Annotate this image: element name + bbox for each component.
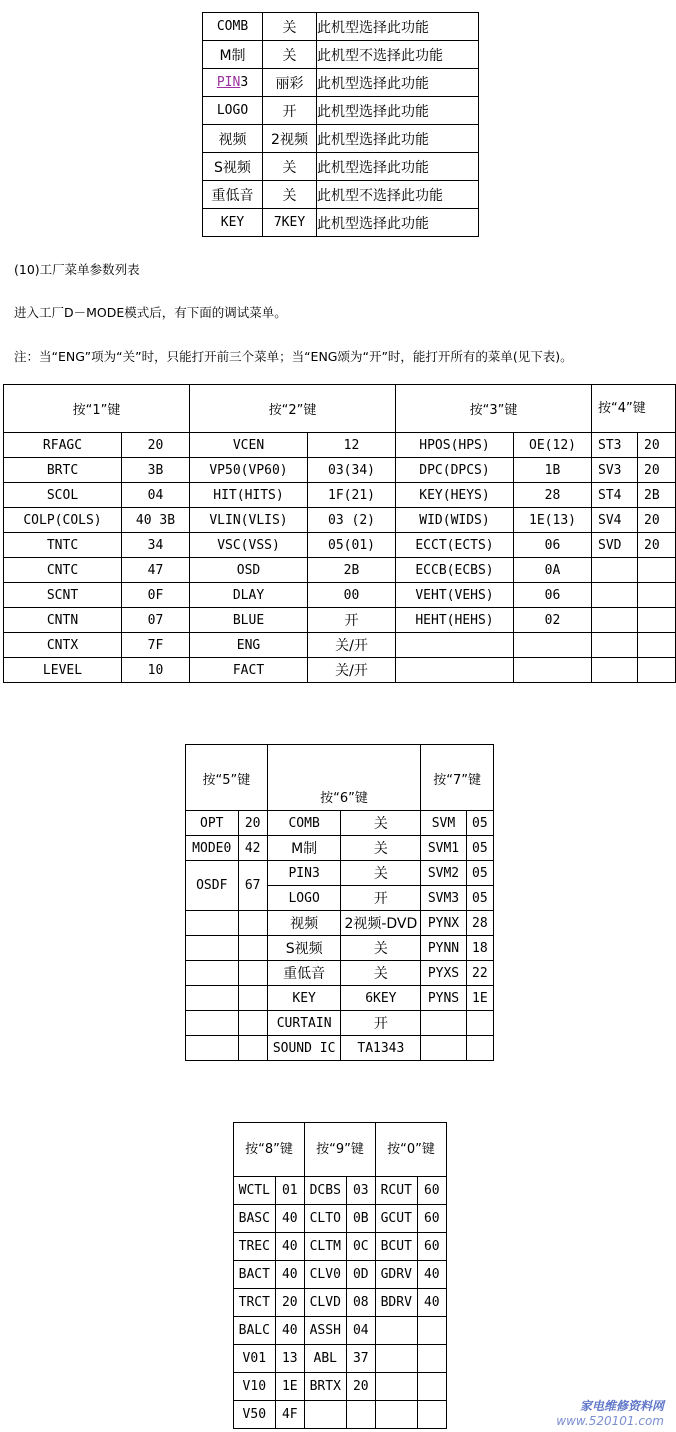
setting-value: 关 (263, 181, 317, 209)
param-value (638, 583, 676, 608)
table-row (4, 608, 676, 633)
param-name: CNTN (4, 608, 122, 633)
watermark-url: www.520101.com (556, 1413, 664, 1428)
param-value: 37 (346, 1345, 375, 1373)
setting-value: 2视频 (263, 125, 317, 153)
table-row (203, 41, 479, 69)
param-value (417, 1345, 446, 1373)
param-value (638, 608, 676, 633)
param-name: RFAGC (4, 433, 122, 458)
param-name: V10 (234, 1373, 276, 1401)
param-name: DCBS (304, 1177, 346, 1205)
param-name: CLV0 (304, 1261, 346, 1289)
key-header: 按“8”键 (234, 1123, 305, 1177)
header-row (4, 385, 676, 433)
setting-description: 此机型选择此功能 (317, 209, 479, 237)
param-value (638, 633, 676, 658)
param-name: KEY(HEYS) (396, 483, 514, 508)
param-name (186, 961, 239, 986)
param-name: WCTL (234, 1177, 276, 1205)
param-name: OSDF (186, 861, 239, 911)
param-value: 60 (417, 1177, 446, 1205)
param-name: COMB (267, 811, 341, 836)
param-value: 28 (466, 911, 493, 936)
param-value (238, 1011, 267, 1036)
param-value: 08 (346, 1289, 375, 1317)
param-value (238, 1036, 267, 1061)
header-row (234, 1123, 447, 1177)
param-name: RCUT (375, 1177, 417, 1205)
setting-name-suffix: 3 (240, 75, 249, 90)
watermark-title: 家电维修资料网 (579, 1399, 664, 1414)
param-value: 0C (346, 1233, 375, 1261)
param-value: 06 (514, 533, 592, 558)
param-name: LOGO (267, 886, 341, 911)
param-name: CNTX (4, 633, 122, 658)
param-name: PYNS (421, 986, 466, 1011)
param-name: BRTX (304, 1373, 346, 1401)
param-name: TNTC (4, 533, 122, 558)
key-header: 按“6”键 (267, 745, 420, 811)
param-name (421, 1036, 466, 1061)
param-name: KEY (267, 986, 341, 1011)
table-row (203, 153, 479, 181)
table-row (4, 458, 676, 483)
param-name (186, 936, 239, 961)
param-name: SV3 (592, 458, 638, 483)
param-value: 20 (638, 533, 676, 558)
setting-name (203, 69, 263, 97)
param-name: VEHT(VEHS) (396, 583, 514, 608)
table-row (203, 97, 479, 125)
setting-name: 视频 (203, 125, 263, 153)
setting-description: 此机型选择此功能 (317, 69, 479, 97)
param-value (238, 936, 267, 961)
setting-value: 丽彩 (263, 69, 317, 97)
param-value: 60 (417, 1205, 446, 1233)
param-name (396, 658, 514, 683)
param-value: 关/开 (308, 658, 396, 683)
param-value: 开 (341, 1011, 421, 1036)
param-name: CNTC (4, 558, 122, 583)
param-name: ENG (190, 633, 308, 658)
param-name: VP50(VP60) (190, 458, 308, 483)
param-value: 03 (2) (308, 508, 396, 533)
param-value: 1B (514, 458, 592, 483)
table-row (234, 1233, 447, 1261)
param-name: WID(WIDS) (396, 508, 514, 533)
param-name (375, 1317, 417, 1345)
setting-name: 重低音 (203, 181, 263, 209)
table-row (4, 533, 676, 558)
param-value (514, 633, 592, 658)
factory-menu-table-1-4 (3, 384, 676, 683)
param-name (186, 986, 239, 1011)
param-value (238, 961, 267, 986)
table-row (4, 658, 676, 683)
key-header: 按“9”键 (304, 1123, 375, 1177)
key-header: 按“2”键 (190, 385, 396, 433)
table-row (234, 1401, 447, 1429)
param-value: 05 (466, 836, 493, 861)
param-name (186, 911, 239, 936)
param-value: 2B (308, 558, 396, 583)
table-row (4, 633, 676, 658)
param-value: 关 (341, 836, 421, 861)
param-name: M制 (267, 836, 341, 861)
param-name: MODE0 (186, 836, 239, 861)
table-row (4, 433, 676, 458)
table-row (234, 1177, 447, 1205)
param-value (417, 1373, 446, 1401)
param-value: 20 (638, 433, 676, 458)
table-row (203, 69, 479, 97)
param-name: SVM2 (421, 861, 466, 886)
settings-table (202, 12, 479, 237)
table-row (186, 1036, 494, 1061)
param-name: PYNX (421, 911, 466, 936)
watermark (556, 1399, 664, 1428)
table-row (186, 986, 494, 1011)
param-name: CURTAIN (267, 1011, 341, 1036)
param-name: HPOS(HPS) (396, 433, 514, 458)
param-name: CLTM (304, 1233, 346, 1261)
param-value (238, 911, 267, 936)
param-value (466, 1036, 493, 1061)
key-header: 按“0”键 (375, 1123, 446, 1177)
param-value: 关 (341, 861, 421, 886)
param-value (466, 1011, 493, 1036)
param-value: 1E (275, 1373, 304, 1401)
param-name (375, 1401, 417, 1429)
param-name: BALC (234, 1317, 276, 1345)
setting-description: 此机型选择此功能 (317, 153, 479, 181)
param-name: LEVEL (4, 658, 122, 683)
setting-description: 此机型选择此功能 (317, 97, 479, 125)
setting-description: 此机型选择此功能 (317, 13, 479, 41)
table-row (186, 836, 494, 861)
param-value: 40 (275, 1261, 304, 1289)
param-name: SVD (592, 533, 638, 558)
param-value: 0D (346, 1261, 375, 1289)
param-value: 05 (466, 861, 493, 886)
table-row (203, 125, 479, 153)
param-name: SVM1 (421, 836, 466, 861)
param-value (417, 1317, 446, 1345)
param-value: TA1343 (341, 1036, 421, 1061)
param-value: 07 (122, 608, 190, 633)
header-row (186, 745, 494, 811)
param-value (346, 1401, 375, 1429)
param-name: DPC(DPCS) (396, 458, 514, 483)
setting-name: LOGO (203, 97, 263, 125)
param-name: ST3 (592, 433, 638, 458)
param-name (375, 1345, 417, 1373)
table-row (4, 558, 676, 583)
key-header: 按“4”键 (592, 385, 676, 433)
param-value: 20 (346, 1373, 375, 1401)
param-value: 05 (466, 886, 493, 911)
table-row (203, 209, 479, 237)
param-value: 关 (341, 811, 421, 836)
table-row (203, 13, 479, 41)
param-name: VLIN(VLIS) (190, 508, 308, 533)
param-value (238, 986, 267, 1011)
param-name (186, 1011, 239, 1036)
param-value: 20 (638, 458, 676, 483)
param-name: HEHT(HEHS) (396, 608, 514, 633)
setting-value: 关 (263, 153, 317, 181)
param-name (186, 1036, 239, 1061)
table-row (234, 1205, 447, 1233)
param-value: 7F (122, 633, 190, 658)
table-row (234, 1261, 447, 1289)
param-value: 03(34) (308, 458, 396, 483)
table-row (186, 911, 494, 936)
param-value: 34 (122, 533, 190, 558)
key-header: 按“5”键 (186, 745, 268, 811)
setting-value: 关 (263, 13, 317, 41)
param-value: 13 (275, 1345, 304, 1373)
param-value: 01 (275, 1177, 304, 1205)
param-name: SVM (421, 811, 466, 836)
param-value: 20 (238, 811, 267, 836)
table-row (203, 181, 479, 209)
table-row (234, 1345, 447, 1373)
param-value: 42 (238, 836, 267, 861)
table-row (234, 1373, 447, 1401)
table-row (4, 508, 676, 533)
param-name: COLP(COLS) (4, 508, 122, 533)
param-name: V50 (234, 1401, 276, 1429)
setting-name: KEY (203, 209, 263, 237)
param-value: 20 (275, 1289, 304, 1317)
param-value: 02 (514, 608, 592, 633)
param-value: 2B (638, 483, 676, 508)
param-value: 06 (514, 583, 592, 608)
param-value: 0B (346, 1205, 375, 1233)
param-name: 视频 (267, 911, 341, 936)
table-row (186, 811, 494, 836)
param-value: 05(01) (308, 533, 396, 558)
param-value: 开 (341, 886, 421, 911)
param-value: 03 (346, 1177, 375, 1205)
table-row (234, 1289, 447, 1317)
param-name: V01 (234, 1345, 276, 1373)
section-heading: (10)工厂菜单参数列表 (14, 262, 140, 277)
param-value: 40 (417, 1261, 446, 1289)
param-value: 22 (466, 961, 493, 986)
param-name: CLVD (304, 1289, 346, 1317)
param-name (375, 1373, 417, 1401)
key-header: 按“7”键 (421, 745, 494, 811)
param-name (396, 633, 514, 658)
param-value: 关 (341, 961, 421, 986)
table-row (186, 861, 494, 886)
setting-name: S视频 (203, 153, 263, 181)
param-name (592, 658, 638, 683)
param-value: 60 (417, 1233, 446, 1261)
param-name: BRTC (4, 458, 122, 483)
param-value: 40 (417, 1289, 446, 1317)
param-name: PYXS (421, 961, 466, 986)
param-value (514, 658, 592, 683)
param-value: 6KEY (341, 986, 421, 1011)
param-value: 3B (122, 458, 190, 483)
setting-value: 关 (263, 41, 317, 69)
setting-name: COMB (203, 13, 263, 41)
param-value: 开 (308, 608, 396, 633)
param-value: 40 (275, 1317, 304, 1345)
param-name: ASSH (304, 1317, 346, 1345)
intro-text: 进入工厂D－MODE模式后，有下面的调试菜单。 (14, 305, 287, 320)
param-name: BLUE (190, 608, 308, 633)
param-value: 18 (466, 936, 493, 961)
setting-description: 此机型不选择此功能 (317, 41, 479, 69)
factory-menu-table-8-0 (233, 1122, 447, 1429)
param-name: OSD (190, 558, 308, 583)
setting-value: 开 (263, 97, 317, 125)
param-name: PYNN (421, 936, 466, 961)
table-row (186, 1011, 494, 1036)
param-name: S视频 (267, 936, 341, 961)
param-name: SV4 (592, 508, 638, 533)
param-value: 10 (122, 658, 190, 683)
param-value: 12 (308, 433, 396, 458)
param-value: 05 (466, 811, 493, 836)
param-name: TREC (234, 1233, 276, 1261)
param-value: 关/开 (308, 633, 396, 658)
setting-description: 此机型不选择此功能 (317, 181, 479, 209)
param-value: 40 (275, 1233, 304, 1261)
param-value (638, 658, 676, 683)
param-name: BASC (234, 1205, 276, 1233)
key-header: 按“1”键 (4, 385, 190, 433)
param-value: 04 (346, 1317, 375, 1345)
param-value: 47 (122, 558, 190, 583)
param-name (592, 583, 638, 608)
param-value (417, 1401, 446, 1429)
param-name: SCNT (4, 583, 122, 608)
param-name: PIN3 (267, 861, 341, 886)
param-name: BDRV (375, 1289, 417, 1317)
param-name: TRCT (234, 1289, 276, 1317)
param-value: 4F (275, 1401, 304, 1429)
setting-description: 此机型选择此功能 (317, 125, 479, 153)
param-name: BACT (234, 1261, 276, 1289)
param-name: ECCB(ECBS) (396, 558, 514, 583)
param-name: HIT(HITS) (190, 483, 308, 508)
param-value: 40 3B (122, 508, 190, 533)
key-header: 按“3”键 (396, 385, 592, 433)
param-name: SOUND IC (267, 1036, 341, 1061)
param-value: 00 (308, 583, 396, 608)
param-name: ECCT(ECTS) (396, 533, 514, 558)
param-name: VSC(VSS) (190, 533, 308, 558)
param-value: 1E (466, 986, 493, 1011)
setting-value: 7KEY (263, 209, 317, 237)
param-name: BCUT (375, 1233, 417, 1261)
param-name: ST4 (592, 483, 638, 508)
param-name: DLAY (190, 583, 308, 608)
param-name: ABL (304, 1345, 346, 1373)
param-name (592, 608, 638, 633)
param-value: 2视频-DVD (341, 911, 421, 936)
table-row (186, 936, 494, 961)
param-name: FACT (190, 658, 308, 683)
param-value: 0A (514, 558, 592, 583)
param-value: 关 (341, 936, 421, 961)
param-value: 40 (275, 1205, 304, 1233)
param-name: VCEN (190, 433, 308, 458)
param-value: 67 (238, 861, 267, 911)
param-name: CLTO (304, 1205, 346, 1233)
param-name: SVM3 (421, 886, 466, 911)
param-value: OE(12) (514, 433, 592, 458)
param-value: 20 (122, 433, 190, 458)
param-value: 1F(21) (308, 483, 396, 508)
param-value: 1E(13) (514, 508, 592, 533)
param-name: OPT (186, 811, 239, 836)
param-name (304, 1401, 346, 1429)
table-row (234, 1317, 447, 1345)
param-name (592, 633, 638, 658)
table-row (186, 961, 494, 986)
table-row (4, 583, 676, 608)
param-value: 20 (638, 508, 676, 533)
param-name: GDRV (375, 1261, 417, 1289)
factory-menu-table-5-7 (185, 744, 494, 1061)
param-value: 0F (122, 583, 190, 608)
note-text: 注：当“ENG”项为“关”时，只能打开前三个菜单；当“ENG颂为“开”时，能打开所有的菜单(见下表)。 (14, 349, 573, 364)
param-name: GCUT (375, 1205, 417, 1233)
param-name: 重低音 (267, 961, 341, 986)
param-name: SCOL (4, 483, 122, 508)
table-row (4, 483, 676, 508)
param-name (421, 1011, 466, 1036)
param-value: 04 (122, 483, 190, 508)
param-value: 28 (514, 483, 592, 508)
setting-name: M制 (203, 41, 263, 69)
pin-link[interactable]: PIN (216, 75, 241, 90)
param-value (638, 558, 676, 583)
param-name (592, 558, 638, 583)
